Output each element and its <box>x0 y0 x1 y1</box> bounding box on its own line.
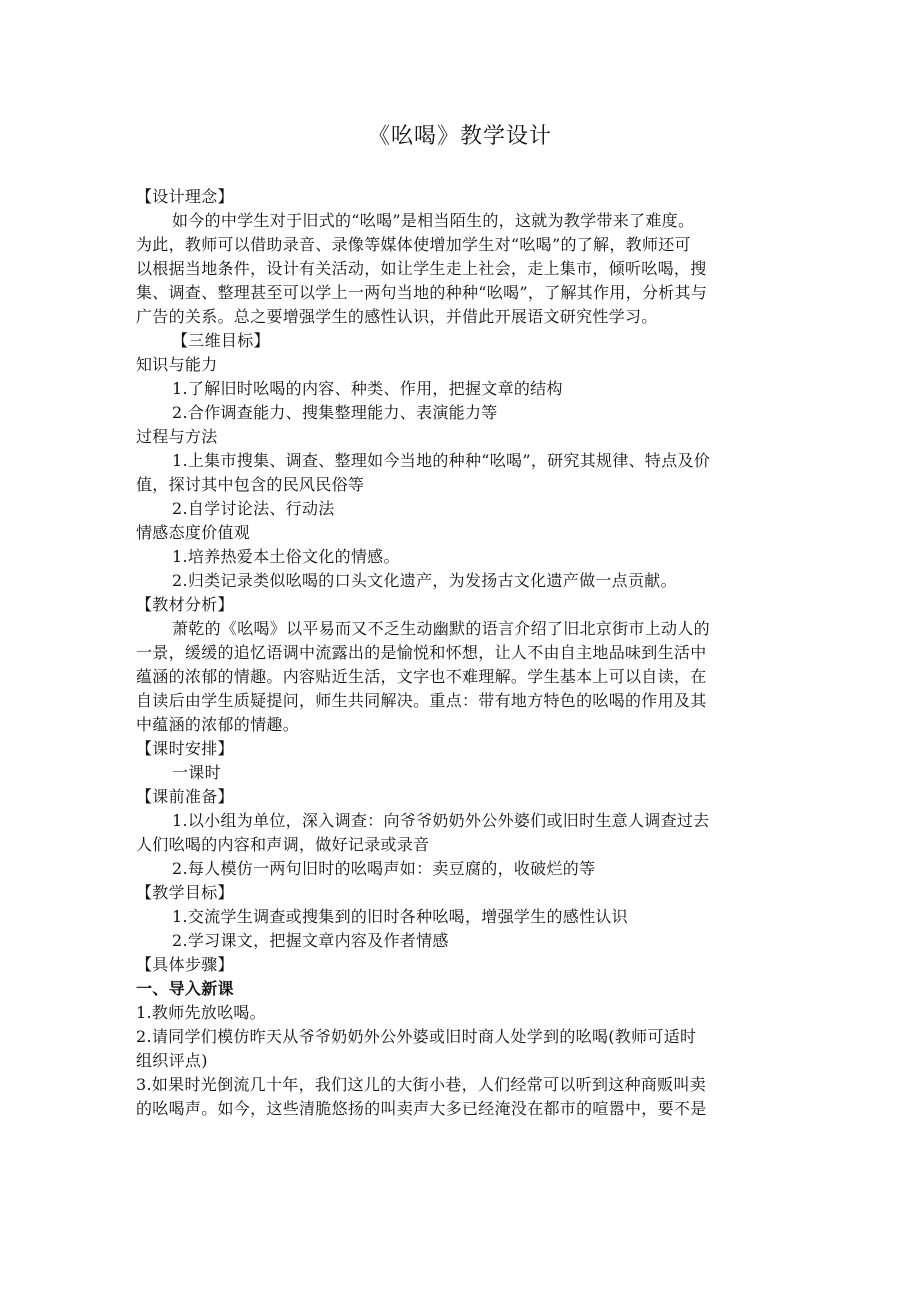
subheading-knowledge-ability: 知识与能力 <box>136 355 218 374</box>
list-item: 1.上集市搜集、调查、整理如今当地的种种“吆喝”，研究其规律、特点及价 <box>172 451 711 470</box>
paragraph-line: 自读后由学生质疑提问，师生共同解决。重点：带有地方特色的吆喝的作用及其 <box>136 691 707 710</box>
paragraph-line: 一景，缓缓的追忆语调中流露出的是愉悦和怀想，让人不由自主地品味到生活中 <box>136 643 707 662</box>
list-item: 2.请同学们模仿昨天从爷爷奶奶外公外婆或旧时商人处学到的吆喝(教师可适时 <box>136 1027 697 1046</box>
list-item: 2.学习课文，把握文章内容及作者情感 <box>172 931 449 950</box>
section-heading-teaching-goals: 【教学目标】 <box>136 883 234 902</box>
list-item: 2.每人模仿一两句旧时的吆喝声如：卖豆腐的，收破烂的等 <box>172 859 596 878</box>
section-heading-design-concept: 【设计理念】 <box>136 187 234 206</box>
list-item: 1.交流学生调查或搜集到的旧时各种吆喝，增强学生的感性认识 <box>172 907 628 926</box>
paragraph-line: 以根据当地条件，设计有关活动，如让学生走上社会，走上集市，倾听吆喝，搜 <box>136 259 707 278</box>
list-item-continuation: 值，探讨其中包含的民风民俗等 <box>136 475 365 494</box>
subheading-process-method: 过程与方法 <box>136 427 218 446</box>
list-item: 2.合作调查能力、搜集整理能力、表演能力等 <box>172 403 498 422</box>
list-item: 1.以小组为单位，深入调查：向爷爷奶奶外公外婆们或旧时生意人调查过去 <box>172 811 710 830</box>
list-item-continuation: 组织评点) <box>136 1051 208 1070</box>
list-item-continuation: 人们吆喝的内容和声调，做好记录或录音 <box>136 835 430 854</box>
section-heading-schedule: 【课时安排】 <box>136 739 234 758</box>
paragraph-line: 中蕴涵的浓郁的情趣。 <box>136 715 300 734</box>
section-heading-three-goals: 【三维目标】 <box>172 331 270 350</box>
list-item: 2.归类记录类似吆喝的口头文化遗产，为发扬古文化遗产做一点贡献。 <box>172 571 677 590</box>
paragraph-line: 集、调查、整理甚至可以学上一两句当地的种种“吆喝”，了解其作用，分析其与 <box>136 283 708 302</box>
list-item: 1.了解旧时吆喝的内容、种类、作用，把握文章的结构 <box>172 379 563 398</box>
section-heading-steps: 【具体步骤】 <box>136 955 234 974</box>
paragraph-line: 如今的中学生对于旧式的“吆喝”是相当陌生的，这就为教学带来了难度。 <box>172 211 695 230</box>
list-item: 1.教师先放吆喝。 <box>136 1003 266 1022</box>
paragraph-line: 萧乾的《吆喝》以平易而又不乏生动幽默的语言介绍了旧北京街市上动人的 <box>172 619 710 638</box>
subheading-emotion-values: 情感态度价值观 <box>136 523 251 542</box>
section-heading-preparation: 【课前准备】 <box>136 787 234 806</box>
list-item: 3.如果时光倒流几十年，我们这儿的大街小巷，人们经常可以听到这种商贩叫卖 <box>136 1075 707 1094</box>
paragraph-line: 蕴涵的浓郁的情趣。内容贴近生活，文字也不难理解。学生基本上可以自读，在 <box>136 667 707 686</box>
step-heading-intro: 一、导入新课 <box>136 979 234 998</box>
list-item: 1.培养热爱本土俗文化的情感。 <box>172 547 400 566</box>
paragraph-line: 一课时 <box>172 763 221 782</box>
paragraph-line: 为此，教师可以借助录音、录像等媒体使增加学生对“吆喝”的了解，教师还可 <box>136 235 691 254</box>
paragraph-line: 广告的关系。总之要增强学生的感性认识，并借此开展语文研究性学习。 <box>136 307 658 326</box>
list-item-continuation: 的吆喝声。如今，这些清脆悠扬的叫卖声大多已经淹没在都市的喧嚣中，要不是 <box>136 1099 707 1118</box>
section-heading-material-analysis: 【教材分析】 <box>136 595 234 614</box>
list-item: 2.自学讨论法、行动法 <box>172 499 335 518</box>
page-title: 《吆喝》教学设计 <box>367 124 552 149</box>
